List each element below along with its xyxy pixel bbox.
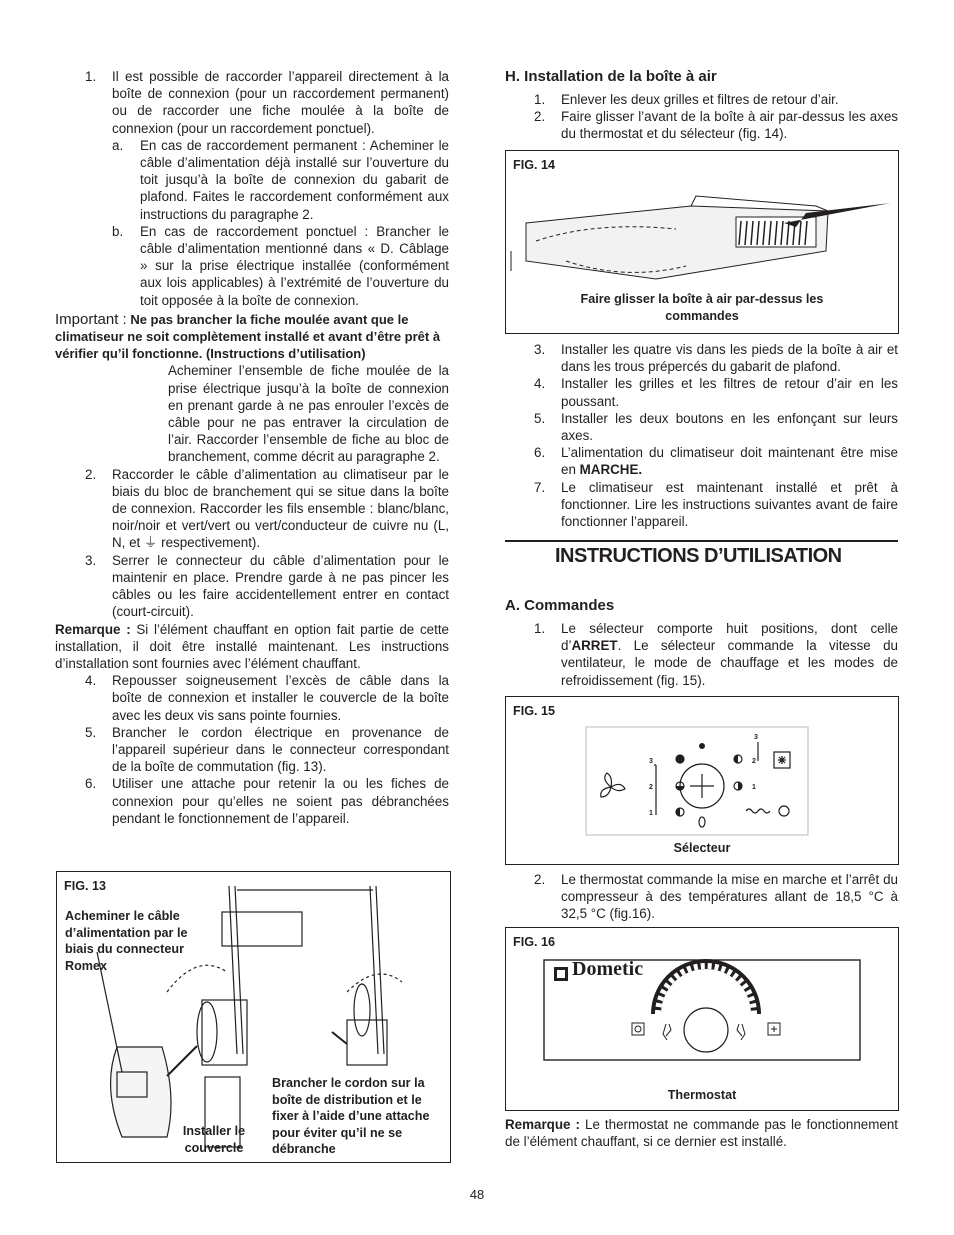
item-number: b.	[112, 223, 124, 239]
right-column-continued	[505, 341, 898, 530]
important-note	[55, 311, 449, 363]
item-number: 4.	[534, 376, 546, 392]
list-item	[505, 375, 898, 409]
list-item	[505, 410, 898, 444]
item-text: En cas de raccordement permanent : Acheminer le câble d’alimentation déjà installé sur l’ouverture du toit jusqu’à la boîte de connexion du gabarit de plafond. Faites le raccordement conformément aux instructions du paragraphe 2.	[140, 137, 449, 222]
list-item	[55, 552, 449, 621]
item-text: Brancher le cordon électrique en provenance de l’appareil supérieur dans le connecteur correspondant de la boîte de commutation (fig. 13).	[112, 724, 449, 775]
item-number: 6.	[85, 776, 97, 792]
important-label: Important :	[55, 310, 127, 328]
figure-caption: Thermostat	[667, 1088, 737, 1102]
thermostat-illustration	[506, 928, 898, 1110]
item-text: Faire glisser l’avant de la boîte à air par-dessus les axes du thermostat et du sélecteur (fig. 14).	[561, 109, 898, 142]
figure-14	[505, 150, 899, 334]
item-text: . Le sélecteur commande la vitesse du ventilateur, le mode de chauffage et les modes de refroidissement (fig. 15).	[561, 638, 898, 688]
remarque-note	[55, 621, 449, 673]
selector-mark: 3	[649, 758, 653, 765]
item-text: Serrer le connecteur du câble d’alimentation pour le maintenir en place. Prendre garde à ne pas pincer les câbles ou les faire accidentellement entrer en contact (court-circuit).	[112, 552, 449, 620]
selector-mark: 2	[649, 784, 653, 791]
item-text: Utiliser une attache pour retenir la ou les fiches de connexion pour qu’elles ne soient pas débranchées pendant le fonctionnement de l’appareil.	[112, 776, 449, 826]
thermostat-item	[505, 871, 898, 923]
item-text: Le sélecteur comporte huit positions, dont celle d’	[561, 621, 898, 654]
list-subitem	[55, 223, 449, 309]
figure-label: FIG. 15	[513, 704, 555, 718]
list-item	[505, 620, 898, 689]
item-text: Installer les quatre vis dans les pieds de la boîte à air et dans les trous prépercés du gabarit de plafond.	[561, 342, 898, 375]
item-text: Le thermostat commande la mise en marche et l’arrêt du compresseur à des températures allant de 18,5 °C à 32,5 °C (fig.16).	[561, 872, 898, 922]
callout-plug: Brancher le cordon sur la boîte de distribution et le fixer à l’aide d’une attache pour éviter qu’il ne se débranche	[272, 1076, 430, 1156]
item-text: Il est possible de raccorder l’appareil directement à la boîte de connexion (pour un raccordement permanent) ou de raccorder une fiche moulée à la boîte de connexion (pour un raccordement ponctuel).	[112, 69, 449, 136]
figure-caption: Sélecteur	[673, 841, 731, 855]
list-item	[55, 466, 449, 552]
selector-mark: 3	[754, 734, 758, 741]
remarque-label: Remarque :	[55, 621, 131, 637]
remarque-label: Remarque :	[505, 1117, 580, 1132]
section-heading-h: H. Installation de la boîte à air	[505, 68, 717, 85]
left-column	[55, 68, 449, 827]
selector-mark: 1	[649, 810, 653, 817]
figure-label: FIG. 14	[513, 158, 555, 172]
list-subitem	[55, 137, 449, 223]
item-number: 4.	[85, 673, 97, 689]
figure-label: FIG. 13	[64, 879, 106, 893]
item-number: 1.	[534, 621, 546, 636]
section-heading-a: A. Commandes	[505, 597, 615, 614]
item-text-bold: ARRET	[571, 638, 618, 654]
item-text: Installer les deux boutons en les enfonçant sur leurs axes.	[561, 410, 898, 444]
item-text: Le climatiseur est maintenant installé et prêt à fonctionner. Lire les instructions suivantes avant de faire fonctionner l’appareil.	[561, 479, 898, 530]
item-number: 1.	[85, 69, 97, 84]
callout-cover: Installer le couvercle	[182, 1124, 246, 1155]
item-number: 5.	[85, 724, 97, 740]
important-follow-text: Acheminer l’ensemble de fiche moulée de la prise électrique jusqu’à la boîte de connexion en prenant garde à ne pas enrouler l’excès de câble pour ne pas entraver la circulation de l’air. Raccorder l’ensemble de fiche au bloc de branchement, comme décrit au paragraphe 2.	[168, 363, 449, 465]
item-text: Raccorder le câble d’alimentation au climatiseur par le biais du bloc de branchement qui se situe dans la boîte de connexion. Raccorder les fils ensemble : blanc/blanc, noir/noir et vert/vert ou vert/conducteur de cuivre nu (L, N, et ⏚ respectivement).	[112, 466, 449, 551]
remarque-text: Le thermostat ne commande pas le fonctionnement de l’élément chauffant, si ce dernier est installé.	[505, 1117, 899, 1150]
important-text: Ne pas brancher la fiche moulée avant que le climatiseur ne soit complètement installé et avant d’être prêt à vérifier qu’il fonctionne. (Instructions d’utilisation)	[55, 311, 441, 362]
item-number: 7.	[534, 479, 546, 495]
item-number: 3.	[534, 342, 546, 357]
item-number: 2.	[534, 109, 546, 125]
list-item	[55, 724, 449, 776]
list-item	[505, 871, 898, 923]
list-item	[505, 479, 898, 531]
item-number: 1.	[534, 92, 546, 107]
list-item	[505, 108, 898, 142]
list-item	[55, 68, 449, 137]
item-number: 2.	[85, 466, 97, 482]
remarque-note-right	[505, 1116, 898, 1150]
section-divider	[505, 540, 898, 542]
item-number: 3.	[85, 552, 97, 568]
page-number: 48	[469, 1187, 485, 1202]
figure-13	[56, 871, 451, 1163]
selector-mark: 2	[752, 758, 756, 765]
figure-label: FIG. 16	[513, 935, 555, 949]
item-number: 6.	[534, 445, 546, 461]
item-number: a.	[112, 137, 124, 153]
list-item	[55, 672, 449, 724]
right-column	[505, 68, 898, 143]
callout-romex: Acheminer le câble d’alimentation par le biais du connecteur Romex	[65, 909, 188, 973]
item-text: Enlever les deux grilles et filtres de retour d’air.	[561, 92, 839, 107]
item-text: L’alimentation du climatiseur doit maintenant être mise en	[561, 445, 898, 478]
figure-15	[505, 696, 899, 865]
remarque-text: Si l’élément chauffant en option fait partie de cette installation, il doit être installé maintenant. Les instructions d’installation sont fournies avec l’élément chauffant.	[55, 621, 449, 671]
item-number: 2.	[534, 872, 546, 887]
section-title: INSTRUCTIONS D’UTILISATION	[555, 545, 842, 567]
list-item	[505, 444, 898, 478]
list-item	[55, 775, 449, 827]
item-text-bold: MARCHE.	[579, 462, 643, 478]
item-number: 5.	[534, 410, 546, 426]
figure-16	[505, 927, 899, 1111]
selector-mark: 1	[752, 784, 756, 791]
item-text: Repousser soigneusement l’excès de câble dans la boîte de connexion et installer le couvercle de la boîte avec les deux vis sans pointe fournies.	[112, 673, 449, 723]
list-item	[505, 91, 898, 108]
list-item	[505, 341, 898, 375]
figure-caption: Faire glisser la boîte à air par-dessus les commandes	[580, 292, 824, 323]
commandes-section	[505, 597, 898, 689]
dometic-brand: Dometic	[572, 958, 644, 980]
item-text: En cas de raccordement ponctuel : Brancher le câble d’alimentation mentionné dans « D. Câblage » sur la prise électrique installée (conformément aux lois applicables) à l’extrémité de l’ouverture du toit opposée à la boîte de connexion.	[140, 223, 449, 308]
selector-illustration	[506, 697, 898, 864]
item-text: Installer les grilles et les filtres de retour d’air en les poussant.	[561, 376, 898, 409]
